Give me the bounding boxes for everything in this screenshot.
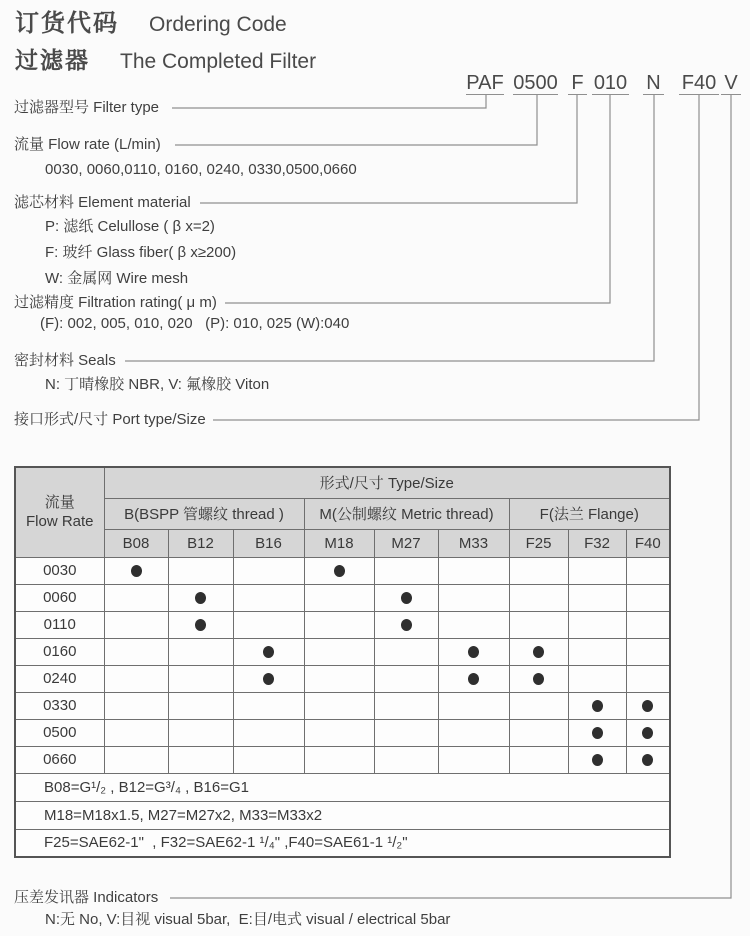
legend-port-type: 接口形式/尺寸 Port type/Size [14,412,210,428]
indicators-values: N:无 No, V:目视 visual 5bar, E:目/电式 visual / electrical 5bar [45,911,451,928]
availability-cell-0160-b12 [168,638,233,665]
legend-filter-type: 过滤器型号 Filter type [14,100,163,116]
group-header-flange: F(法兰 Flange) [509,498,670,529]
col-header-b08: B08 [104,529,168,557]
leader-element-material [200,94,577,203]
availability-dot [468,646,479,658]
page-subtitle [15,42,316,75]
availability-dot [195,619,206,631]
availability-dot [334,565,345,577]
availability-dot [468,673,479,685]
availability-dot [195,592,206,604]
availability-cell-0160-b08 [104,638,168,665]
availability-cell-0240-b16 [233,665,304,692]
availability-cell-0330-m33 [438,692,509,719]
availability-cell-0500-b12 [168,719,233,746]
col-header-m27: M27 [374,529,438,557]
availability-cell-0240-m33 [438,665,509,692]
col-header-b16: B16 [233,529,304,557]
code-segment-material: F [568,72,587,95]
footnote-row-2 [15,829,670,857]
availability-cell-0330-f25 [509,692,568,719]
availability-cell-0330-b16 [233,692,304,719]
footnote-text-1: M18=M18x1.5, M27=M27x2, M33=M33x2 [15,801,670,829]
availability-dot [592,700,603,712]
leader-filtration-rating [225,94,610,303]
page-title [15,3,287,38]
availability-cell-0500-f32 [568,719,626,746]
flow-row-0030 [15,557,670,584]
page-subtitle-en: The Completed Filter [120,50,317,73]
flow-row-0330 [15,692,670,719]
legend-rating-values: (F): 002, 005, 010, 020 (P): 010, 025 (W):040 [40,315,350,332]
availability-cell-0330-b12 [168,692,233,719]
availability-cell-0030-b16 [233,557,304,584]
availability-cell-0030-f25 [509,557,568,584]
availability-cell-0110-b12 [168,611,233,638]
flow-rate-value: 0110 [15,611,104,638]
availability-cell-0240-b12 [168,665,233,692]
availability-cell-0500-m27 [374,719,438,746]
code-segment-series: PAF [466,72,504,94]
availability-cell-0660-f32 [568,746,626,773]
availability-cell-0660-f25 [509,746,568,773]
availability-dot [401,592,412,604]
availability-cell-0030-m18 [304,557,374,584]
code-segment-indicator: V [721,72,741,95]
availability-cell-0110-f25 [509,611,568,638]
availability-cell-0110-m33 [438,611,509,638]
availability-cell-0330-m27 [374,692,438,719]
legend-flow-rate: 流量 Flow rate (L/min) [14,137,165,153]
availability-cell-0240-b08 [104,665,168,692]
col-header-f25: F25 [509,529,568,557]
legend-flow-rate-values: 0030, 0060,0110, 0160, 0240, 0330,0500,0660 [45,161,357,178]
availability-dot [131,565,142,577]
availability-cell-0330-m18 [304,692,374,719]
col-header-b12: B12 [168,529,233,557]
leader-filter-type [172,94,486,108]
availability-cell-0030-m33 [438,557,509,584]
availability-cell-0110-b08 [104,611,168,638]
availability-cell-0160-m18 [304,638,374,665]
availability-cell-0060-b16 [233,584,304,611]
availability-cell-0110-m27 [374,611,438,638]
availability-cell-0060-b08 [104,584,168,611]
availability-cell-0330-f40 [626,692,670,719]
flow-row-0060 [15,584,670,611]
availability-cell-0030-b12 [168,557,233,584]
availability-cell-0500-m18 [304,719,374,746]
footnote-text-2: F25=SAE62-1" , F32=SAE62-1 ¹/₄" ,F40=SAE61-1 ¹/₂" [15,829,670,857]
availability-dot [642,754,653,766]
availability-cell-0500-m33 [438,719,509,746]
availability-cell-0660-b08 [104,746,168,773]
legend-element-material: 滤芯材料 Element material [14,195,195,211]
availability-cell-0160-f25 [509,638,568,665]
leader-port-type [213,94,699,420]
code-segment-flow: 0500 [513,72,558,94]
indicators-label: 压差发讯器 Indicators [14,890,162,906]
col-header-m33: M33 [438,529,509,557]
availability-dot [533,646,544,658]
flow-rate-value: 0160 [15,638,104,665]
availability-dot [263,646,274,658]
availability-dot [401,619,412,631]
availability-dot [263,673,274,685]
availability-cell-0240-f25 [509,665,568,692]
code-segment-seal: N [643,72,664,95]
availability-cell-0060-f32 [568,584,626,611]
availability-cell-0500-b16 [233,719,304,746]
availability-cell-0060-m27 [374,584,438,611]
legend-material-wiremesh: W: 金属网 Wire mesh [45,270,189,287]
leader-flow-rate [175,94,537,145]
code-segment-rating: 010 [593,72,628,94]
flow-rate-value: 0060 [15,584,104,611]
page-title-en: Ordering Code [149,13,287,36]
group-header-bspp: B(BSPP 管螺纹 thread ) [104,498,304,529]
corner-cell-flow-rate [15,467,104,557]
availability-cell-0110-m18 [304,611,374,638]
flow-row-0500 [15,719,670,746]
availability-cell-0060-m18 [304,584,374,611]
availability-dot [533,673,544,685]
flow-row-0160 [15,638,670,665]
availability-cell-0240-f32 [568,665,626,692]
availability-cell-0110-f32 [568,611,626,638]
availability-cell-0660-b16 [233,746,304,773]
group-header-metric: M(公制螺纹 Metric thread) [304,498,509,529]
availability-cell-0160-m27 [374,638,438,665]
availability-cell-0500-f40 [626,719,670,746]
availability-cell-0160-f40 [626,638,670,665]
availability-cell-0500-b08 [104,719,168,746]
footnote-text-0: B08=G¹/₂ , B12=G³/₄ , B16=G1 [15,773,670,801]
col-header-f40: F40 [626,529,670,557]
availability-cell-0660-b12 [168,746,233,773]
corner-label-cn: 流量 [44,494,75,512]
footnote-row-1 [15,801,670,829]
availability-cell-0240-f40 [626,665,670,692]
port-size-table [14,466,670,858]
flow-rate-value: 0240 [15,665,104,692]
availability-cell-0030-f40 [626,557,670,584]
flow-rate-value: 0660 [15,746,104,773]
page-title-cn: 订货代码 [15,10,119,37]
availability-cell-0030-b08 [104,557,168,584]
span-header-type-size: 形式/尺寸 Type/Size [104,467,670,498]
availability-cell-0660-m33 [438,746,509,773]
availability-cell-0160-m33 [438,638,509,665]
availability-dot [642,700,653,712]
availability-dot [592,727,603,739]
col-header-f32: F32 [568,529,626,557]
code-segment-port: F40 [679,72,719,95]
availability-cell-0110-f40 [626,611,670,638]
footnote-row-0 [15,773,670,801]
availability-cell-0160-b16 [233,638,304,665]
legend-filtration-rating: 过滤精度 Filtration rating( μ m) [14,295,221,311]
flow-rate-value: 0500 [15,719,104,746]
availability-cell-0500-f25 [509,719,568,746]
flow-rate-value: 0030 [15,557,104,584]
availability-dot [592,754,603,766]
flow-row-0660 [15,746,670,773]
flow-rate-value: 0330 [15,692,104,719]
availability-cell-0330-b08 [104,692,168,719]
availability-cell-0660-m18 [304,746,374,773]
legend-seals: 密封材料 Seals [14,353,120,369]
page-subtitle-cn: 过滤器 [15,47,90,73]
availability-cell-0240-m18 [304,665,374,692]
availability-cell-0160-f32 [568,638,626,665]
availability-cell-0060-m33 [438,584,509,611]
legend-material-cellulose: P: 滤纸 Celullose ( β x=2) [45,218,215,235]
corner-label-en: Flow Rate [25,513,94,531]
availability-cell-0060-f25 [509,584,568,611]
availability-cell-0660-m27 [374,746,438,773]
col-header-m18: M18 [304,529,374,557]
availability-cell-0110-b16 [233,611,304,638]
availability-cell-0030-f32 [568,557,626,584]
flow-row-0110 [15,611,670,638]
legend-material-glassfiber: F: 玻纤 Glass fiber( β x≥200) [45,244,237,261]
availability-dot [642,727,653,739]
availability-cell-0240-m27 [374,665,438,692]
availability-cell-0030-m27 [374,557,438,584]
availability-cell-0330-f32 [568,692,626,719]
availability-cell-0060-b12 [168,584,233,611]
availability-table [14,466,671,858]
availability-cell-0660-f40 [626,746,670,773]
availability-cell-0060-f40 [626,584,670,611]
legend-seals-values: N: 丁晴橡胶 NBR, V: 氟橡胶 Viton [45,376,270,393]
flow-row-0240 [15,665,670,692]
